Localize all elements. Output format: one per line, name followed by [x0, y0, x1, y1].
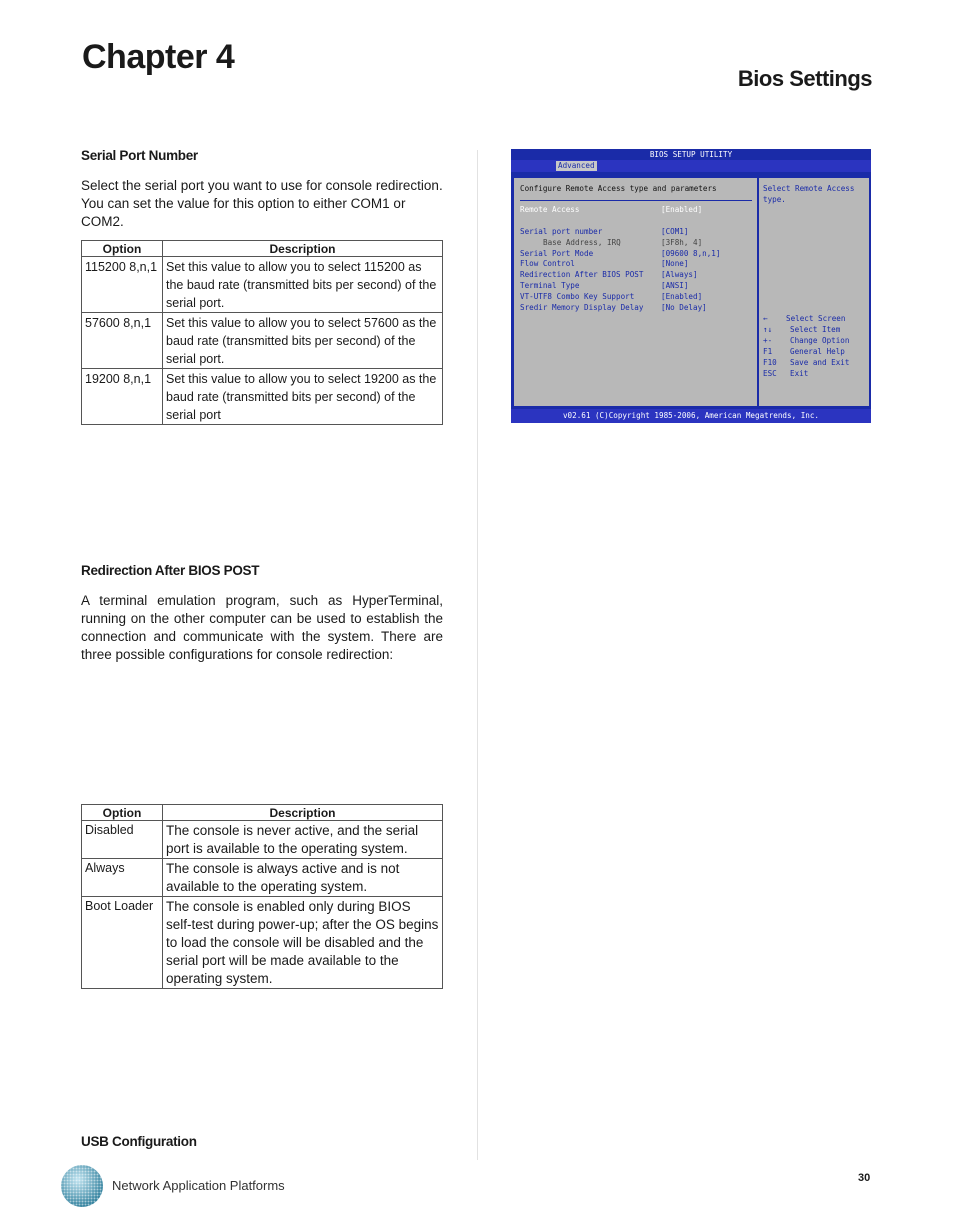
chapter-title: Chapter 4: [82, 38, 235, 76]
bios-item-redirection[interactable]: Redirection After BIOS POST: [520, 270, 644, 279]
option-cell: Disabled: [82, 821, 163, 859]
bios-value-remote-access: [Enabled]: [661, 205, 703, 214]
bios-help-text: type.: [763, 195, 786, 204]
table-row: [82, 369, 443, 425]
bios-key-action: General Help: [790, 347, 845, 356]
bios-item-serial-port-mode[interactable]: Serial Port Mode: [520, 249, 594, 258]
redirection-body: A terminal emulation program, such as HyperTerminal, running on the other computer can be used to establish the connection and communicate with the system. There are three possible configurations for console redirection:: [81, 593, 443, 662]
description-cell: The console is always active and is not available to the operating system.: [163, 859, 443, 897]
bios-key: F10: [763, 358, 777, 367]
option-cell: 19200 8,n,1: [82, 369, 163, 425]
bios-key-action: Save and Exit: [790, 358, 850, 367]
serial-port-heading: Serial Port Number: [81, 148, 198, 163]
bios-item-serial-port-number[interactable]: Serial port number: [520, 227, 603, 236]
bios-value-serial-port-number: [COM1]: [661, 227, 689, 236]
bios-key-action: Select Screen: [786, 314, 846, 323]
bios-key-action: Select Item: [790, 325, 841, 334]
table-row: [82, 313, 443, 369]
bios-copyright-bar: v02.61 (C)Copyright 1985-2006, American Megatrends, Inc.: [511, 409, 871, 423]
description-cell: The console is enabled only during BIOS self-test during power-up; after the OS begins to load the console will be disabled and the serial port will be made available to the operating system.: [163, 897, 443, 989]
bios-key-action: Exit: [790, 369, 809, 378]
serial-port-table: [81, 240, 443, 425]
page-number: 30: [858, 1172, 871, 1184]
bios-heading-underline: [520, 200, 752, 201]
bios-item-vt-utf8[interactable]: VT-UTF8 Combo Key Support: [520, 292, 635, 301]
option-cell: Boot Loader: [82, 897, 163, 989]
description-cell: Set this value to allow you to select 19200 as the baud rate (transmitted bits per second) of the serial port: [163, 369, 443, 425]
bios-item-flow-control[interactable]: Flow Control: [520, 259, 575, 268]
table-header-option: Option: [82, 241, 163, 257]
option-cell: 115200 8,n,1: [82, 257, 163, 313]
bios-title-bar: BIOS SETUP UTILITY: [511, 149, 871, 160]
option-cell: 57600 8,n,1: [82, 313, 163, 369]
table-row: [82, 897, 443, 989]
redirection-heading: Redirection After BIOS POST: [81, 563, 260, 578]
table-header-description: Description: [163, 805, 443, 821]
bios-key: ←: [763, 314, 768, 323]
section-title: Bios Settings: [737, 66, 872, 91]
bios-item-sredir-delay[interactable]: Sredir Memory Display Delay: [520, 303, 644, 312]
serial-port-body: Select the serial port you want to use for console redirection. You can set the value for this option to either COM1 or COM2.: [81, 178, 443, 229]
bios-help-text: Select Remote Access: [763, 184, 855, 193]
description-cell: The console is never active, and the serial port is available to the operating system.: [163, 821, 443, 859]
table-row: [82, 859, 443, 897]
bios-value-vt-utf8: [Enabled]: [661, 292, 703, 301]
description-cell: Set this value to allow you to select 57600 as the baud rate (transmitted bits per second) of the serial port.: [163, 313, 443, 369]
bios-item-remote-access[interactable]: Remote Access: [520, 205, 580, 214]
bios-key-action: Change Option: [790, 336, 850, 345]
bios-item-base-address: Base Address, IRQ: [543, 238, 621, 247]
bios-main-panel: [513, 177, 758, 407]
bios-help-panel: [758, 177, 870, 407]
bios-value-terminal-type: [ANSI]: [661, 281, 689, 290]
bios-key: ↑↓: [763, 325, 773, 334]
footer-text: Network Application Platforms: [112, 1178, 285, 1193]
bios-value-serial-port-mode: [09600 8,n,1]: [661, 249, 721, 258]
globe-logo-icon: [60, 1164, 104, 1208]
bios-item-terminal-type[interactable]: Terminal Type: [520, 281, 580, 290]
bios-key: +-: [763, 336, 773, 345]
bios-screenshot: [511, 149, 871, 423]
option-cell: Always: [82, 859, 163, 897]
redirection-table: [81, 804, 443, 989]
table-row: [82, 257, 443, 313]
bios-panel-heading: Configure Remote Access type and parameters: [520, 184, 717, 193]
bios-tab-advanced[interactable]: Advanced: [558, 161, 595, 170]
table-row: [82, 821, 443, 859]
column-divider: [477, 150, 478, 1160]
bios-value-base-address: [3F8h, 4]: [661, 238, 703, 247]
bios-value-flow-control: [None]: [661, 259, 689, 268]
description-cell: Set this value to allow you to select 115200 as the baud rate (transmitted bits per second) of the serial port.: [163, 257, 443, 313]
bios-key: F1: [763, 347, 773, 356]
usb-heading: USB Configuration: [81, 1134, 197, 1149]
bios-value-sredir-delay: [No Delay]: [661, 303, 707, 312]
bios-value-redirection: [Always]: [661, 270, 698, 279]
bios-key: ESC: [763, 369, 777, 378]
table-header-option: Option: [82, 805, 163, 821]
table-header-description: Description: [163, 241, 443, 257]
